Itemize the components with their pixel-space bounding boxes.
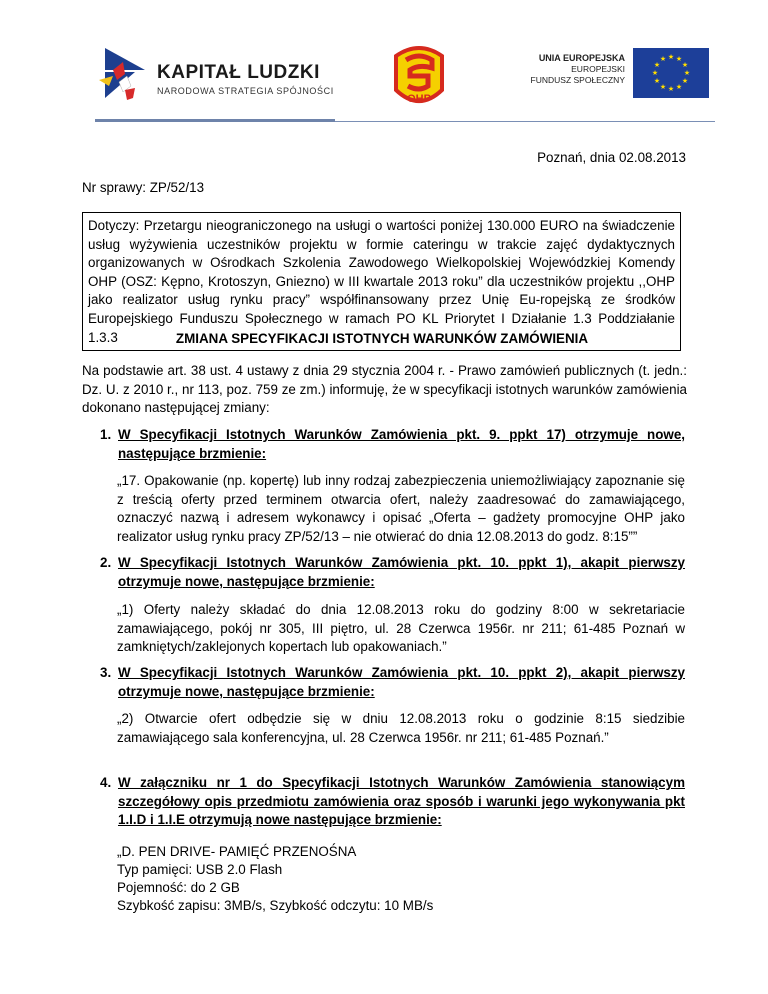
svg-text:★: ★ [653,77,661,85]
item-number: 3. [100,665,112,680]
svg-text:★: ★ [667,85,675,93]
amendment-item-4 [100,774,685,830]
amendment-item-3 [100,664,685,701]
kapital-ludzki-logo [95,40,155,110]
amendment-quote-2: „1) Oferty należy składać do dnia 12.08.2013 roku do godziny 8:00 w sekretariacie zamawiającego, pokój nr 305, III piętro, ul. 28 Czerwca 1956r. nr 211; 61-485 Poznań w zamkniętych/zaklejonych kopertach lub opakowaniach.” [117,602,685,655]
ohp-logo [388,42,450,112]
header-rule-accent [95,119,335,122]
eu-flag [633,48,709,98]
item-number: 2. [100,555,112,570]
amendment-quote-3: „2) Otwarcie ofert odbędzie się w dniu 12.08.2013 roku o godzinie 8:15 siedzibie zamawiającego sala konferencyjna, ul. 28 Czerwca 1956r. nr 211; 61-485 Poznań.” [117,711,685,745]
amendment-item-2 [100,554,685,591]
svg-text:★: ★ [675,83,683,91]
svg-text:★: ★ [659,55,667,63]
item-title: W Specyfikacji Istotnych Warunków Zamówienia pkt. 9. ppkt 17) otrzymuje nowe, następujące brzmienie: [118,427,685,461]
svg-text:★: ★ [675,55,683,63]
ue-line2: EUROPEJSKI [571,64,625,74]
ue-line1: UNIA EUROPEJSKA [538,53,625,63]
ue-line3: FUNDUSZ SPOŁECZNY [530,75,625,85]
ohp-logo-text: OHP [407,93,431,105]
spec-line: Pojemność: do 2 GB [117,880,240,895]
svg-text:★: ★ [683,69,691,77]
kl-title: KAPITAŁ LUDZKI [157,62,320,83]
spec-line: Szybkość zapisu: 3MB/s, Szybkość odczytu: 10 MB/s [117,898,434,913]
case-number: Nr sprawy: ZP/52/13 [82,180,205,195]
svg-text:★: ★ [659,83,667,91]
document-heading: ZMIANA SPECYFIKACJI ISTOTNYCH WARUNKÓW ZAMÓWIENIA [175,331,589,346]
amendment-quote-1: „17. Opakowanie (np. kopertę) lub inny rodzaj zabezpieczenia uniemożliwiający zapoznanie się z treścią oferty przed terminem otwarcia ofert, należy zaadresować do zamawiającego, oznaczyć nazwą i adresem wykonawcy i opisać „Oferta – gadżety promocyjne OHP jako realizator usług rynku pracy ZP/52/13 – nie otwierać do dnia 12.08.2013 do godz. 8:15”” [117,473,685,544]
subject-box: Dotyczy: Przetargu nieograniczonego na usługi o wartości poniżej 130.000 EURO na świadczenie usług wyżywienia uczestników projektu w formie cateringu w trakcie zajęć dydaktycznych organizowanych w Ośrodkach Szkolenia Zawodowego Wielkopolskiej Wojewódzkiej Komendy OHP (OSZ: Kępno, Krotoszyn, Gniezno) w III kwartale 2013 roku” dla uczestników projektu ,,OHP jako realizator usług rynku pracy” współfinansowany przez Unię Eu-ropejską ze środków Europejskiego Funduszu Społecznego w ramach PO KL Priorytet I Działanie 1.3 Poddziałanie 1.3.3 [82,212,681,351]
spec-line: „D. PEN DRIVE- PAMIĘĆ PRZENOŚNA [117,844,357,859]
ue-caption [515,53,625,86]
date-line: Poznań, dnia 02.08.2013 [537,150,686,165]
svg-text:★: ★ [667,53,675,61]
item-number: 1. [100,427,112,442]
item-title: W Specyfikacji Istotnych Warunków Zamówienia pkt. 10. ppkt 2), akapit pierwszy otrzymuje nowe, następujące brzmienie: [118,665,685,699]
amendment-item-1 [100,426,685,463]
item-number: 4. [100,775,112,790]
item-title: W załączniku nr 1 do Specyfikacji Istotnych Warunków Zamówienia stanowiącym szczegółowy opis przedmiotu zamówienia oraz sposób i warunki jego wykonywania pkt 1.I.D i 1.I.E otrzymują nowe następujące brzmienie: [118,775,685,828]
svg-text:★: ★ [653,61,661,69]
intro-paragraph: Na podstawie art. 38 ust. 4 ustawy z dnia 29 stycznia 2004 r. - Prawo zamówień publicznych (t. jedn.: Dz. U. z 2010 r., nr 113, poz. 759 ze zm.) informuję, że w specyfikacji istotnych warunków zamówienia dokonano następującej zmiany: [82,363,687,416]
item-title: W Specyfikacji Istotnych Warunków Zamówienia pkt. 10. ppkt 1), akapit pierwszy otrzymuje nowe, następujące brzmienie: [118,555,685,589]
letterhead [95,40,715,120]
kl-subtitle: NARODOWA STRATEGIA SPÓJNOŚCI [157,86,334,96]
svg-text:★: ★ [681,77,689,85]
spec-line: Typ pamięci: USB 2.0 Flash [117,862,283,877]
svg-text:★: ★ [681,61,689,69]
svg-text:★: ★ [651,69,659,77]
